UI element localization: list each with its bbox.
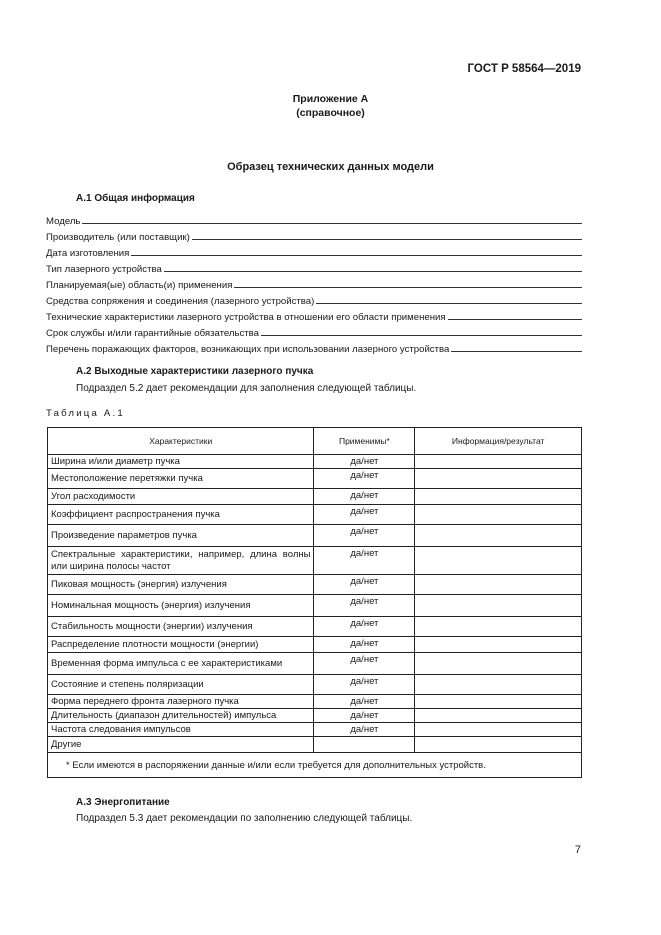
section-a3-heading: А.3 Энергопитание <box>76 797 170 808</box>
table-row <box>48 695 582 709</box>
characteristic-cell: Коэффициент распространения пучка <box>48 505 314 525</box>
section-a3-text: Подраздел 5.3 дает рекомендации по заполнению следующей таблицы. <box>76 813 413 824</box>
applicable-cell: да/нет <box>314 455 415 469</box>
result-cell[interactable] <box>415 617 582 637</box>
applicable-cell: да/нет <box>314 675 415 695</box>
applicable-cell: да/нет <box>314 709 415 723</box>
result-cell[interactable] <box>415 489 582 505</box>
table-header-row <box>48 428 582 455</box>
section-a2-text: Подраздел 5.2 дает рекомендации для заполнения следующей таблицы. <box>76 383 417 394</box>
characteristic-cell: Распределение плотности мощности (энергии) <box>48 637 314 653</box>
table-row <box>48 653 582 675</box>
info-field <box>46 243 582 259</box>
characteristic-cell: Временная форма импульса с ее характеристиками <box>48 653 314 675</box>
table-row <box>48 525 582 547</box>
field-fill-line[interactable] <box>164 271 582 272</box>
applicable-cell: да/нет <box>314 695 415 709</box>
general-info-fields <box>46 211 582 355</box>
info-field <box>46 339 582 355</box>
table-row <box>48 505 582 525</box>
result-cell[interactable] <box>415 675 582 695</box>
result-cell[interactable] <box>415 695 582 709</box>
characteristic-cell: Произведение параметров пучка <box>48 525 314 547</box>
result-cell[interactable] <box>415 637 582 653</box>
result-cell[interactable] <box>415 547 582 575</box>
field-fill-line[interactable] <box>234 287 582 288</box>
info-field <box>46 211 582 227</box>
characteristic-cell: Местоположение перетяжки пучка <box>48 469 314 489</box>
table-row <box>48 723 582 737</box>
header-characteristics: Характеристики <box>48 428 314 455</box>
info-field <box>46 275 582 291</box>
table-row <box>48 595 582 617</box>
result-cell[interactable] <box>415 723 582 737</box>
applicable-cell: да/нет <box>314 653 415 675</box>
section-a1-heading: А.1 Общая информация <box>76 193 195 204</box>
field-fill-line[interactable] <box>82 223 582 224</box>
result-cell[interactable] <box>415 575 582 595</box>
table-row <box>48 469 582 489</box>
annex-subtitle: (справочное) <box>296 107 365 119</box>
field-label: Производитель (или поставщик) <box>46 232 190 243</box>
characteristic-cell: Форма переднего фронта лазерного пучка <box>48 695 314 709</box>
applicable-cell: да/нет <box>314 723 415 737</box>
annex-title: Приложение А <box>292 93 369 105</box>
field-label: Технические характеристики лазерного устройства в отношении его области применения <box>46 312 446 323</box>
applicable-cell: да/нет <box>314 575 415 595</box>
header-result: Информация/результат <box>415 428 582 455</box>
field-label: Срок службы и/или гарантийные обязательства <box>46 328 260 339</box>
result-cell[interactable] <box>415 469 582 489</box>
info-field <box>46 227 582 243</box>
applicable-cell: да/нет <box>314 617 415 637</box>
applicable-cell: да/нет <box>314 505 415 525</box>
standard-number: ГОСТ Р 58564—2019 <box>467 63 581 75</box>
field-fill-line[interactable] <box>451 351 582 352</box>
applicable-cell: да/нет <box>314 595 415 617</box>
table-footnote: * Если имеются в распоряжении данные и/или если требуется для дополнительных устройств. <box>48 753 582 778</box>
annex-heading <box>0 92 661 120</box>
info-field <box>46 307 582 323</box>
applicable-cell: да/нет <box>314 637 415 653</box>
table-row <box>48 547 582 575</box>
characteristic-cell: Пиковая мощность (энергия) излучения <box>48 575 314 595</box>
field-label: Тип лазерного устройства <box>46 264 162 275</box>
characteristic-cell: Ширина и/или диаметр пучка <box>48 455 314 469</box>
table-row <box>48 455 582 469</box>
result-cell[interactable] <box>415 595 582 617</box>
table-row <box>48 675 582 695</box>
table-row <box>48 709 582 723</box>
info-field <box>46 259 582 275</box>
info-field <box>46 323 582 339</box>
field-fill-line[interactable] <box>261 335 582 336</box>
characteristic-cell: Спектральные характеристики, например, длина волны или ширина полосы частот <box>48 547 314 575</box>
characteristic-cell: Длительность (диапазон длительностей) импульса <box>48 709 314 723</box>
applicable-cell: да/нет <box>314 489 415 505</box>
field-fill-line[interactable] <box>316 303 582 304</box>
field-fill-line[interactable] <box>131 255 582 256</box>
characteristic-cell: Другие <box>48 737 314 753</box>
result-cell[interactable] <box>415 709 582 723</box>
applicable-cell <box>314 737 415 753</box>
document-title: Образец технических данных модели <box>227 161 434 173</box>
field-label: Планируемая(ые) область(и) применения <box>46 280 233 291</box>
result-cell[interactable] <box>415 525 582 547</box>
table-caption: Таблица А.1 <box>46 408 125 419</box>
info-field <box>46 291 582 307</box>
characteristic-cell: Частота следования импульсов <box>48 723 314 737</box>
field-fill-line[interactable] <box>192 239 582 240</box>
result-cell[interactable] <box>415 455 582 469</box>
section-a2-heading: А.2 Выходные характеристики лазерного пучка <box>76 366 314 377</box>
table-footnote-row <box>48 753 582 778</box>
table-row <box>48 489 582 505</box>
characteristic-cell: Номинальная мощность (энергия) излучения <box>48 595 314 617</box>
field-label: Модель <box>46 216 81 227</box>
field-label: Дата изготовления <box>46 248 130 259</box>
applicable-cell: да/нет <box>314 547 415 575</box>
header-applicable: Применимы* <box>314 428 415 455</box>
result-cell[interactable] <box>415 737 582 753</box>
characteristic-cell: Стабильность мощности (энергии) излучения <box>48 617 314 637</box>
page-number: 7 <box>574 844 581 856</box>
applicable-cell: да/нет <box>314 469 415 489</box>
table-row <box>48 575 582 595</box>
field-label: Перечень поражающих факторов, возникающих при использовании лазерного устройства <box>46 344 450 355</box>
result-cell[interactable] <box>415 505 582 525</box>
table-row <box>48 637 582 653</box>
characteristic-cell: Состояние и степень поляризации <box>48 675 314 695</box>
beam-characteristics-table <box>47 427 582 778</box>
applicable-cell: да/нет <box>314 525 415 547</box>
table-row <box>48 617 582 637</box>
field-fill-line[interactable] <box>448 319 582 320</box>
field-label: Средства сопряжения и соединения (лазерного устройства) <box>46 296 315 307</box>
characteristic-cell: Угол расходимости <box>48 489 314 505</box>
table-row <box>48 737 582 753</box>
result-cell[interactable] <box>415 653 582 675</box>
